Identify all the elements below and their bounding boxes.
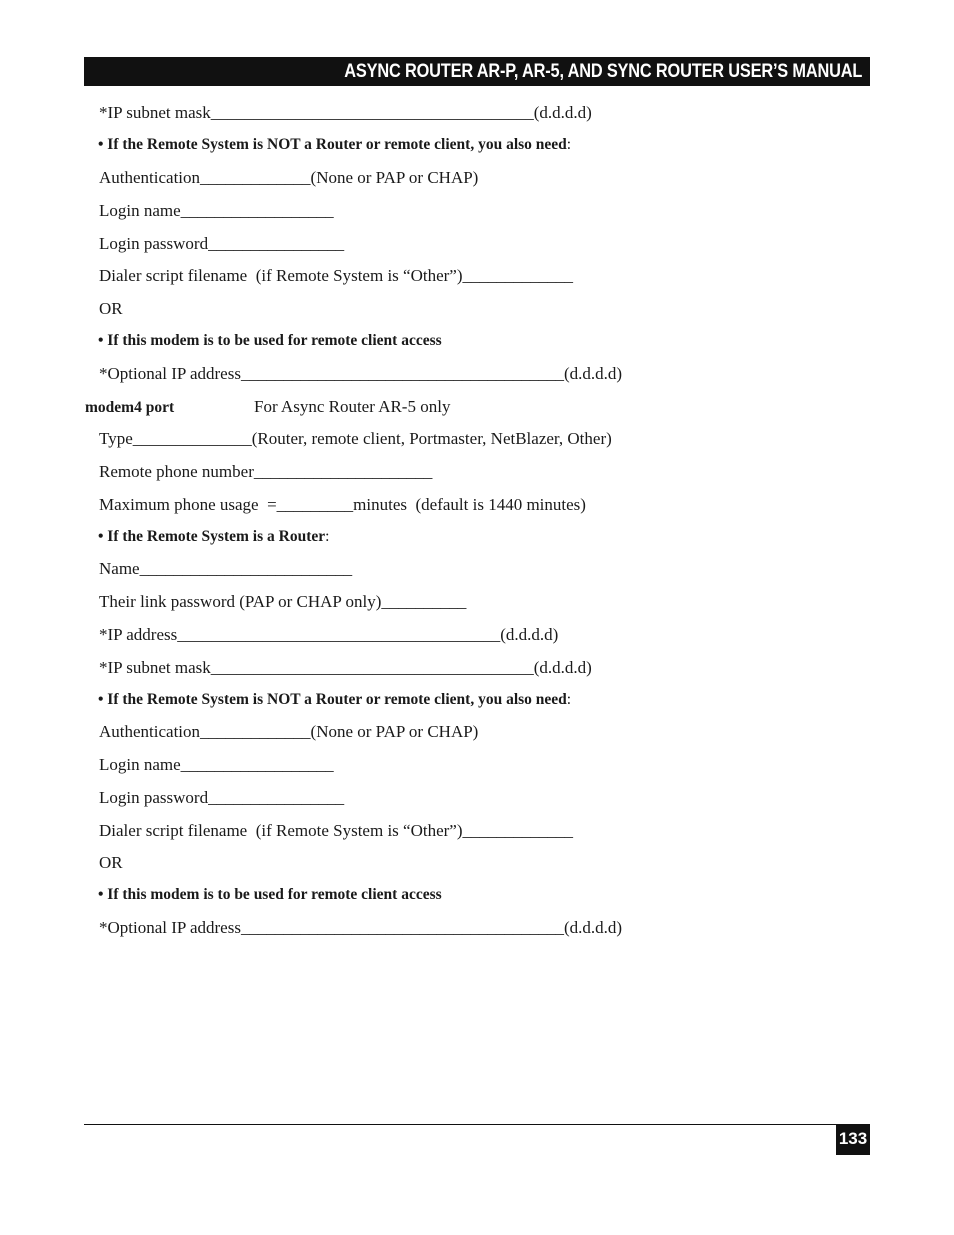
field-authentication: Authentication_____________(None or PAP or CHAP) bbox=[99, 168, 479, 187]
field-ip-address: *IP address______________________________________(d.d.d.d) bbox=[99, 625, 559, 644]
field-name: Name_________________________ bbox=[99, 559, 353, 578]
section-label: modem4 port bbox=[85, 399, 175, 416]
running-header bbox=[84, 57, 870, 86]
field-optional-ip-address: *Optional IP address______________________________________(d.d.d.d) bbox=[99, 364, 623, 383]
field-remote-phone-number: Remote phone number_____________________ bbox=[99, 462, 433, 481]
or-separator: OR bbox=[99, 853, 123, 872]
field-maximum-phone-usage: Maximum phone usage =_________minutes (default is 1440 minutes) bbox=[99, 495, 586, 514]
field-dialer-script: Dialer script filename (if Remote System is “Other”)_____________ bbox=[99, 266, 573, 285]
bullet-heading-router: • If the Remote System is a Router: bbox=[98, 528, 330, 545]
field-ip-subnet-mask: *IP subnet mask______________________________________(d.d.d.d) bbox=[99, 658, 592, 677]
running-header-title: ASYNC ROUTER AR-P, AR-5, AND SYNC ROUTER USER’S MANUAL bbox=[344, 61, 862, 82]
bullet-heading-remote-client: • If this modem is to be used for remote client access bbox=[98, 886, 442, 903]
section-note: For Async Router AR-5 only bbox=[254, 397, 451, 416]
footer-rule bbox=[84, 1124, 870, 1125]
field-login-password: Login password________________ bbox=[99, 234, 345, 253]
bullet-heading-not-router: • If the Remote System is NOT a Router or remote client, you also need: bbox=[98, 691, 572, 708]
bullet-heading-remote-client: • If this modem is to be used for remote client access bbox=[98, 332, 442, 349]
field-ip-subnet-mask: *IP subnet mask______________________________________(d.d.d.d) bbox=[99, 103, 592, 122]
field-login-name: Login name__________________ bbox=[99, 201, 334, 220]
field-authentication: Authentication_____________(None or PAP or CHAP) bbox=[99, 722, 479, 741]
or-separator: OR bbox=[99, 299, 123, 318]
field-login-name: Login name__________________ bbox=[99, 755, 334, 774]
section-modem4-port bbox=[85, 397, 450, 418]
field-dialer-script: Dialer script filename (if Remote System is “Other”)_____________ bbox=[99, 821, 573, 840]
page-number: 133 bbox=[836, 1125, 870, 1155]
field-link-password: Their link password (PAP or CHAP only)__________ bbox=[99, 592, 467, 611]
bullet-heading-not-router: • If the Remote System is NOT a Router or remote client, you also need: bbox=[98, 136, 572, 153]
field-login-password: Login password________________ bbox=[99, 788, 345, 807]
field-optional-ip-address: *Optional IP address______________________________________(d.d.d.d) bbox=[99, 918, 623, 937]
field-type: Type______________(Router, remote client, Portmaster, NetBlazer, Other) bbox=[99, 429, 612, 448]
